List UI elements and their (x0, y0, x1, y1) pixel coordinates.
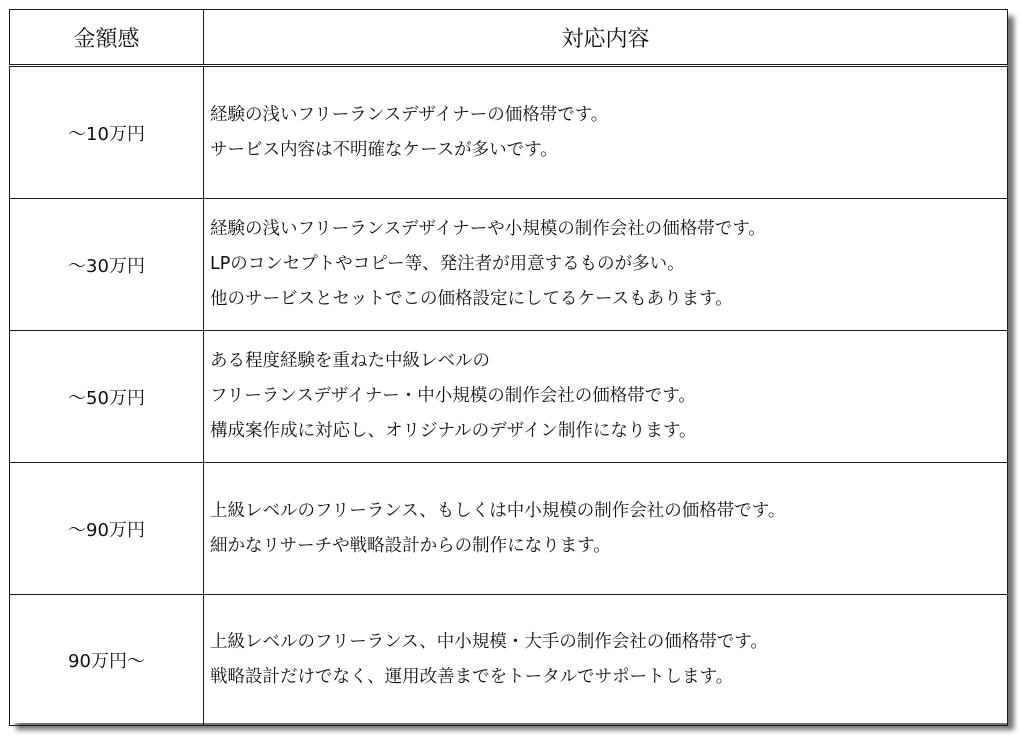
content-cell (204, 199, 1008, 331)
content-cell (204, 463, 1008, 595)
content-line: 細かなリサーチや戦略設計からの制作になります。 (210, 535, 611, 556)
table-row (10, 66, 1008, 199)
content-line: フリーランスデザイナー・中小規模の制作会社の価格帯です。 (210, 386, 696, 406)
content-line: 構成案作成に対応し、オリジナルのデザイン制作になります。 (210, 421, 697, 441)
amount-cell: ～90万円 (10, 463, 204, 595)
content-cell (204, 595, 1008, 726)
content-line: 経験の浅いフリーランスデザイナーや小規模の制作会社の価格帯です。 (210, 219, 766, 239)
content-line: LPのコンセプトやコピー等、発注者が用意するものが多い。 (210, 254, 685, 274)
amount-cell: ～50万円 (10, 331, 204, 463)
header-price-range: 金額感 (10, 10, 204, 66)
header-content: 対応内容 (204, 10, 1008, 66)
content-cell (204, 66, 1008, 199)
content-line: 他のサービスとセットでこの価格設定にしてるケースもあります。 (210, 289, 733, 309)
content-line: 経験の浅いフリーランスデザイナーの価格帯です。 (210, 104, 609, 125)
table-row (10, 199, 1008, 331)
table-row (10, 463, 1008, 595)
table-header-row (10, 10, 1008, 66)
content-line: 上級レベルのフリーランス、中小規模・大手の制作会社の価格帯です。 (210, 632, 768, 652)
table-row (10, 595, 1008, 726)
content-line: 上級レベルのフリーランス、もしくは中小規模の制作会社の価格帯です。 (210, 500, 786, 521)
content-line: 戦略設計だけでなく、運用改善までをトータルでサポートします。 (210, 667, 734, 687)
price-table-frame (9, 9, 1007, 723)
content-cell (204, 331, 1008, 463)
amount-cell: 90万円～ (10, 595, 204, 726)
price-table (9, 9, 1008, 726)
content-line: ある程度経験を重ねた中級レベルの (210, 351, 490, 371)
amount-cell: ～30万円 (10, 199, 204, 331)
content-line: サービス内容は不明確なケースが多いです。 (210, 139, 558, 160)
table-row (10, 331, 1008, 463)
amount-cell: ～10万円 (10, 66, 204, 199)
